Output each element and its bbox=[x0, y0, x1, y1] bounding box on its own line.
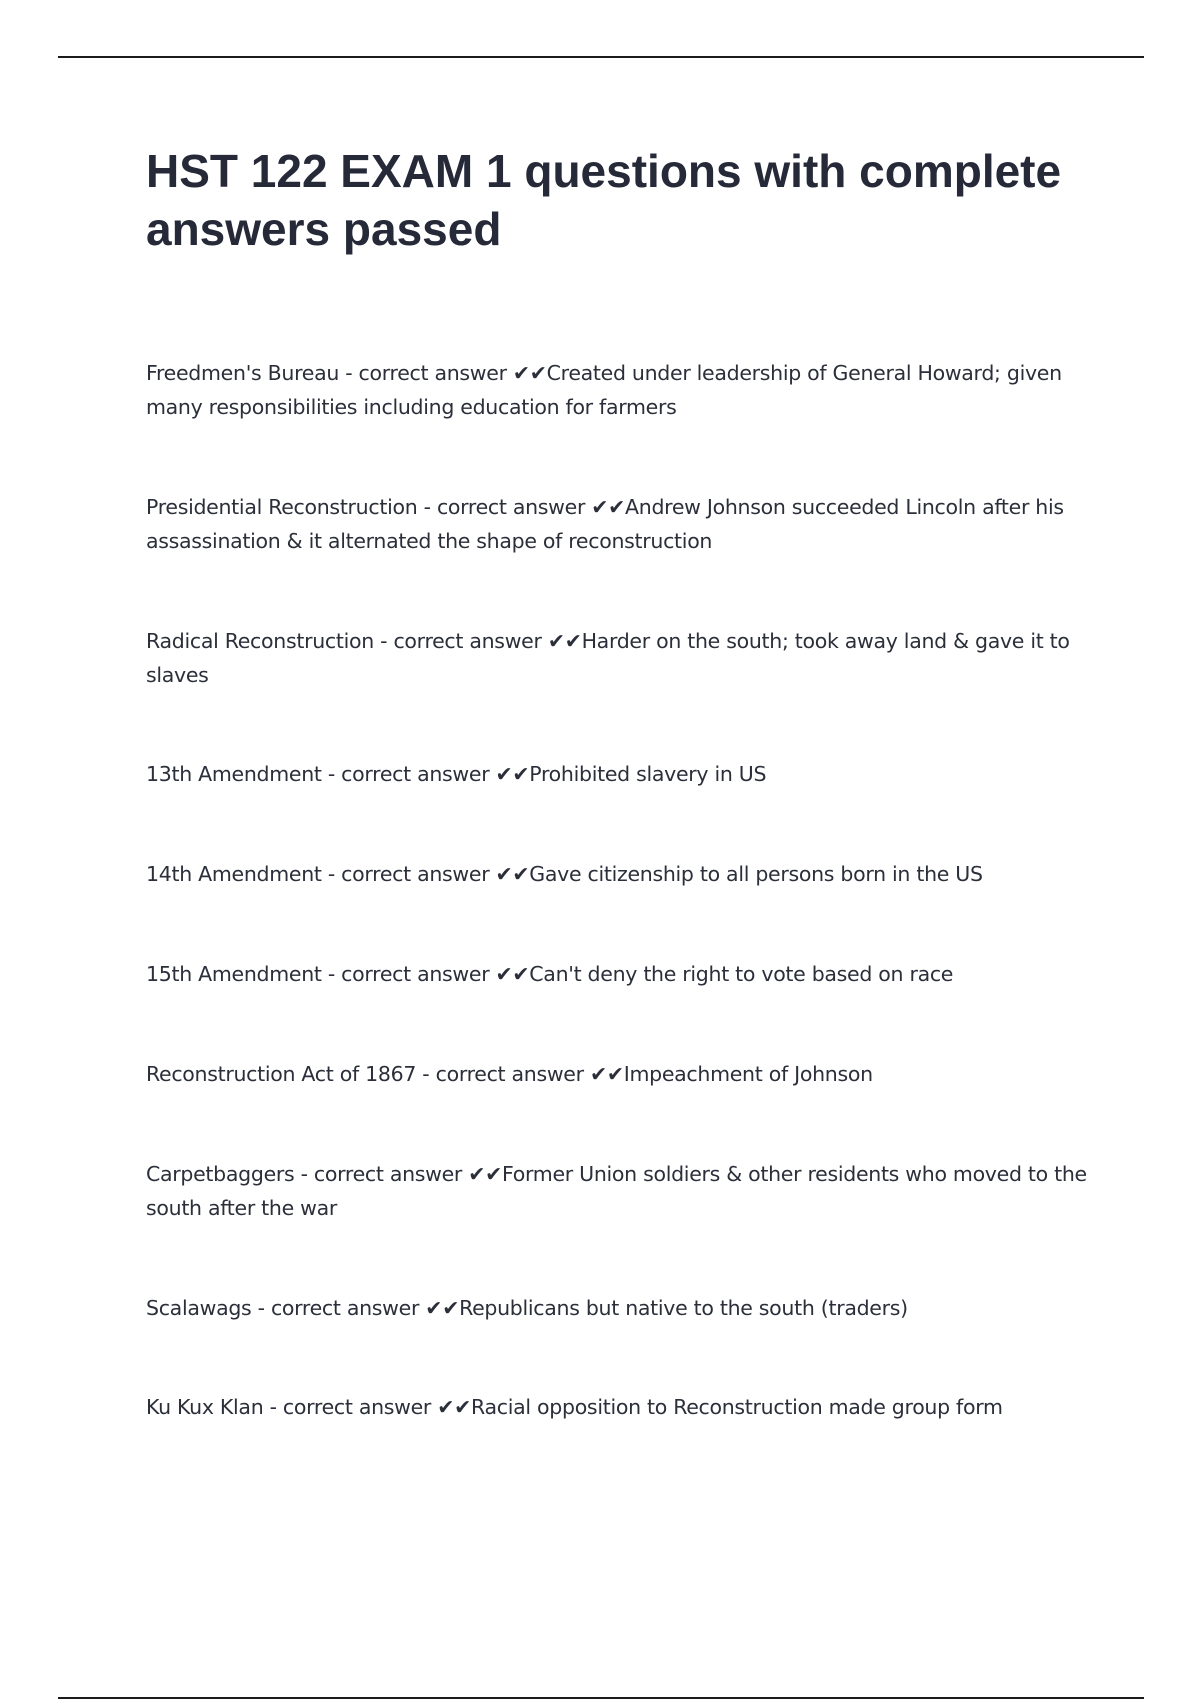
qa-item-13th-amendment: 13th Amendment - correct answer ✔✔Prohibited slavery in US bbox=[146, 762, 767, 786]
qa-item-14th-amendment: 14th Amendment - correct answer ✔✔Gave citizenship to all persons born in the US bbox=[146, 862, 983, 886]
footer-rule bbox=[58, 1697, 1144, 1699]
qa-item-ku-klux-klan: Ku Kux Klan - correct answer ✔✔Racial opposition to Reconstruction made group form bbox=[146, 1395, 1003, 1419]
header-rule bbox=[58, 56, 1144, 58]
qa-item-15th-amendment: 15th Amendment - correct answer ✔✔Can't deny the right to vote based on race bbox=[146, 962, 954, 986]
qa-item-carpetbaggers: Carpetbaggers - correct answer ✔✔Former Union soldiers & other residents who moved to the south after the war bbox=[146, 1162, 1087, 1220]
qa-item-reconstruction-act-1867: Reconstruction Act of 1867 - correct answer ✔✔Impeachment of Johnson bbox=[146, 1062, 873, 1086]
qa-item-scalawags: Scalawags - correct answer ✔✔Republicans but native to the south (traders) bbox=[146, 1296, 908, 1320]
qa-item-radical-reconstruction: Radical Reconstruction - correct answer ✔✔Harder on the south; took away land & gave it to slaves bbox=[146, 629, 1070, 687]
qa-item-freedmens-bureau: Freedmen's Bureau - correct answer ✔✔Created under leadership of General Howard; given many responsibilities including education for farmers bbox=[146, 361, 1062, 419]
document-title: HST 122 EXAM 1 questions with complete answers passed bbox=[146, 145, 1062, 255]
qa-item-presidential-reconstruction: Presidential Reconstruction - correct answer ✔✔Andrew Johnson succeeded Lincoln after his assassination & it alternated the shape of reconstruction bbox=[146, 495, 1064, 553]
